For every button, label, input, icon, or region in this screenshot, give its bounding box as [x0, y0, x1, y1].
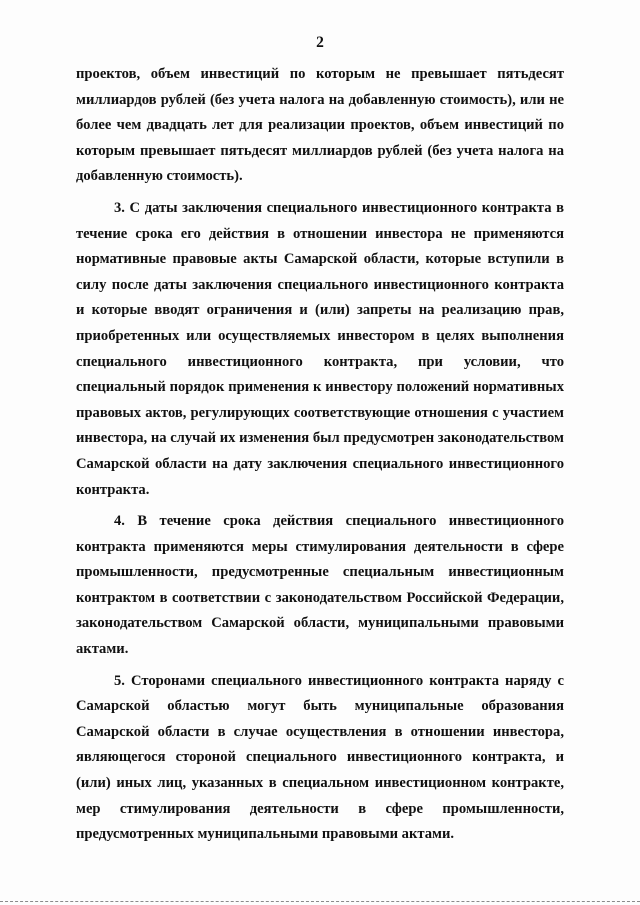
paragraph-continuation: проектов, объем инвестиций по которым не превышает пятьдесят миллиардов рублей (без учета налога на добавленную стоимость), или не более чем двадцать лет для реализации проектов, объем инвестиций по которым превышает пятьдесят миллиардов рублей (без учета налога на добавленную стоимость). [76, 66, 564, 185]
paragraph-item-5: 5. Сторонами специального инвестиционного контракта наряду с Самарской областью могут быть муниципальные образования Самарской области в случае осуществления в отношении инвестора, являющегося стороной специального инвестиционного контракта, и (или) иных лиц, указанных в специальном инвестиционном контракте, мер стимулирования деятельности в сфере промышленности, предусмотренных муниципальными правовыми актами. [76, 672, 564, 843]
paragraph-item-4: 4. В течение срока действия специального инвестиционного контракта применяются меры стимулирования деятельности в сфере промышленности, предусмотренные специальным инвестиционным контрактом в соответствии с законодательством Российской Федерации, законодательством Самарской области, муниципальными правовыми актами. [76, 513, 564, 658]
page-number: 2 [316, 34, 324, 51]
page-bottom-edge [0, 901, 640, 902]
document-body [76, 62, 564, 848]
paragraph-item-3: 3. С даты заключения специального инвестиционного контракта в течение срока его действия в отношении инвестора не применяются нормативные правовые акты Самарской области, которые вступили в силу после даты заключения специального инвестиционного контракта и которые вводят ограничения и (или) запреты на реализацию прав, приобретенных или осуществляемых инвестором в целях выполнения специального инвестиционного контракта, при условии, что специальный порядок применения к инвестору положений нормативных правовых актов, регулирующих соответствующие отношения с участием инвестора, на случай их изменения был предусмотрен законодательством Самарской области на дату заключения специального инвестиционного контракта. [76, 199, 564, 498]
